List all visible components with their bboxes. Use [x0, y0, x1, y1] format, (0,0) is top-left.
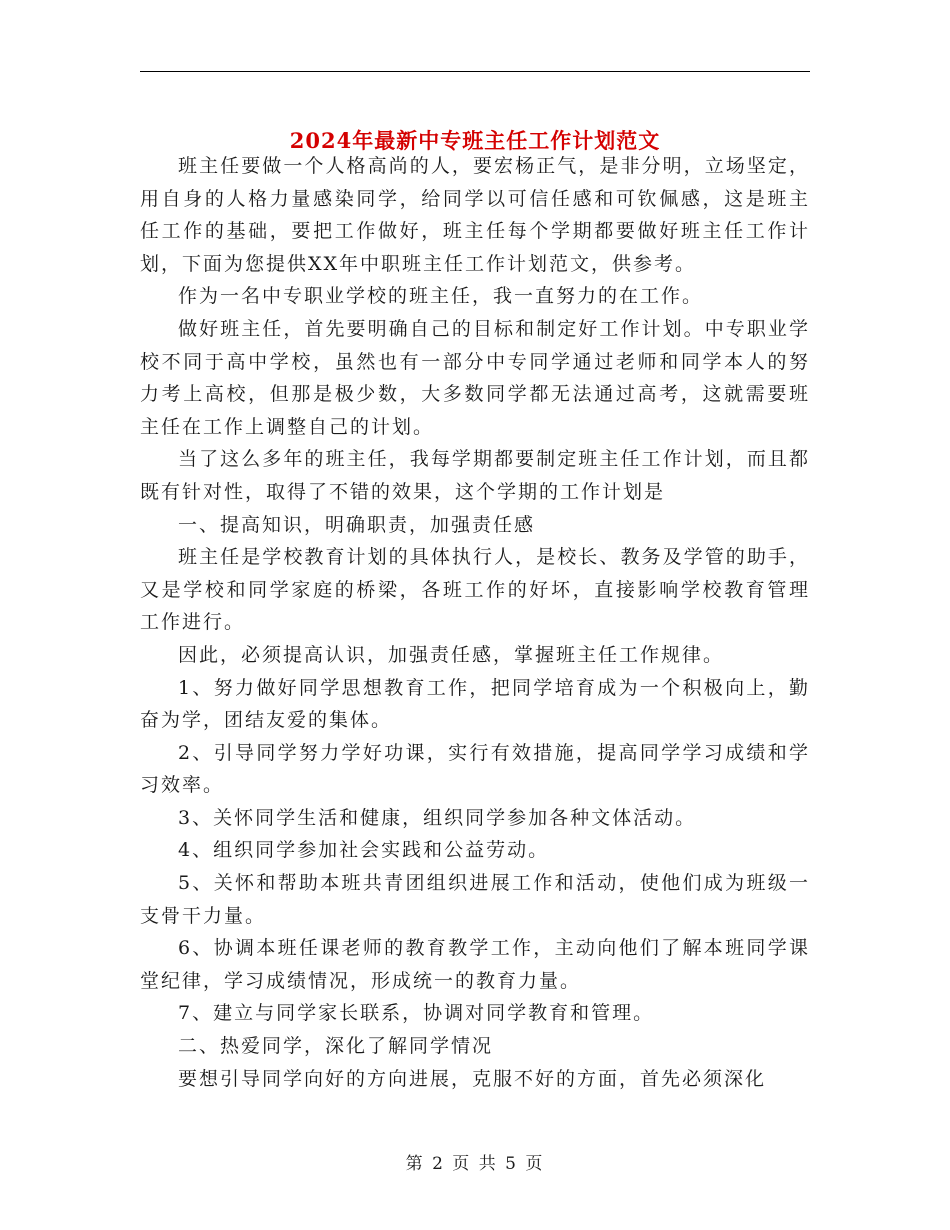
- header-rule: [140, 71, 810, 72]
- paragraph: 当了这么多年的班主任，我每学期都要制定班主任工作计划，而且都既有针对性，取得了不错的效果，这个学期的工作计划是: [140, 448, 810, 503]
- paragraph: 班主任是学校教育计划的具体执行人，是校长、教务及学管的助手，又是学校和同学家庭的桥梁，各班工作的好坏，直接影响学校教育管理工作进行。: [140, 546, 810, 634]
- list-item: 3、关怀同学生活和健康，组织同学参加各种文体活动。: [178, 806, 697, 829]
- list-item: 5、关怀和帮助本班共青团组织进展工作和活动，使他们成为班级一支骨干力量。: [140, 872, 810, 927]
- list-item: 1、努力做好同学思想教育工作，把同学培育成为一个积极向上，勤奋为学，团结友爱的集体。: [140, 676, 810, 732]
- list-item: 7、建立与同学家长联系，协调对同学教育和管理。: [178, 1002, 655, 1025]
- paragraph: 作为一名中专职业学校的班主任，我一直努力的在工作。: [178, 285, 704, 308]
- section-heading: 二、热爱同学，深化了解同学情况: [178, 1035, 494, 1058]
- paragraph: 要想引导同学向好的方向进展，克服不好的方面，首先必须深化: [178, 1067, 767, 1090]
- paragraph: 做好班主任，首先要明确自己的目标和制定好工作计划。中专职业学校不同于高中学校，虽然也有一部分中专同学通过老师和同学本人的努力考上高校，但那是极少数，大多数同学都无法通过高考，这就需要班主任在工作上调整自己的计划。: [140, 317, 810, 438]
- paragraph: 因此，必须提高认识，加强责任感，掌握班主任工作规律。: [178, 643, 725, 666]
- paragraph-intro: 班主任要做一个人格高尚的人，要宏杨正气，是非分明，立场坚定，用自身的人格力量感染同学，给同学以可信任感和可钦佩感，这是班主任工作的基础，要把工作做好，班主任每个学期都要做好班主任工作计划，下面为您提供XX年中职班主任工作计划范文，供参考。: [140, 155, 810, 275]
- page-indicator: 第 2 页 共 5 页: [405, 1154, 545, 1174]
- list-item: 4、组织同学参加社会实践和公益劳动。: [178, 839, 550, 862]
- document-title: 2024年最新中专班主任工作计划范文: [289, 128, 661, 154]
- list-item: 2、引导同学努力学好功课，实行有效措施，提高同学学习成绩和学习效率。: [140, 741, 810, 797]
- list-item: 6、协调本班任课老师的教育教学工作，主动向他们了解本班同学课堂纪律，学习成绩情况，形成统一的教育力量。: [140, 937, 810, 992]
- section-heading: 一、提高知识，明确职责，加强责任感: [178, 513, 536, 536]
- document-body: [140, 150, 810, 1095]
